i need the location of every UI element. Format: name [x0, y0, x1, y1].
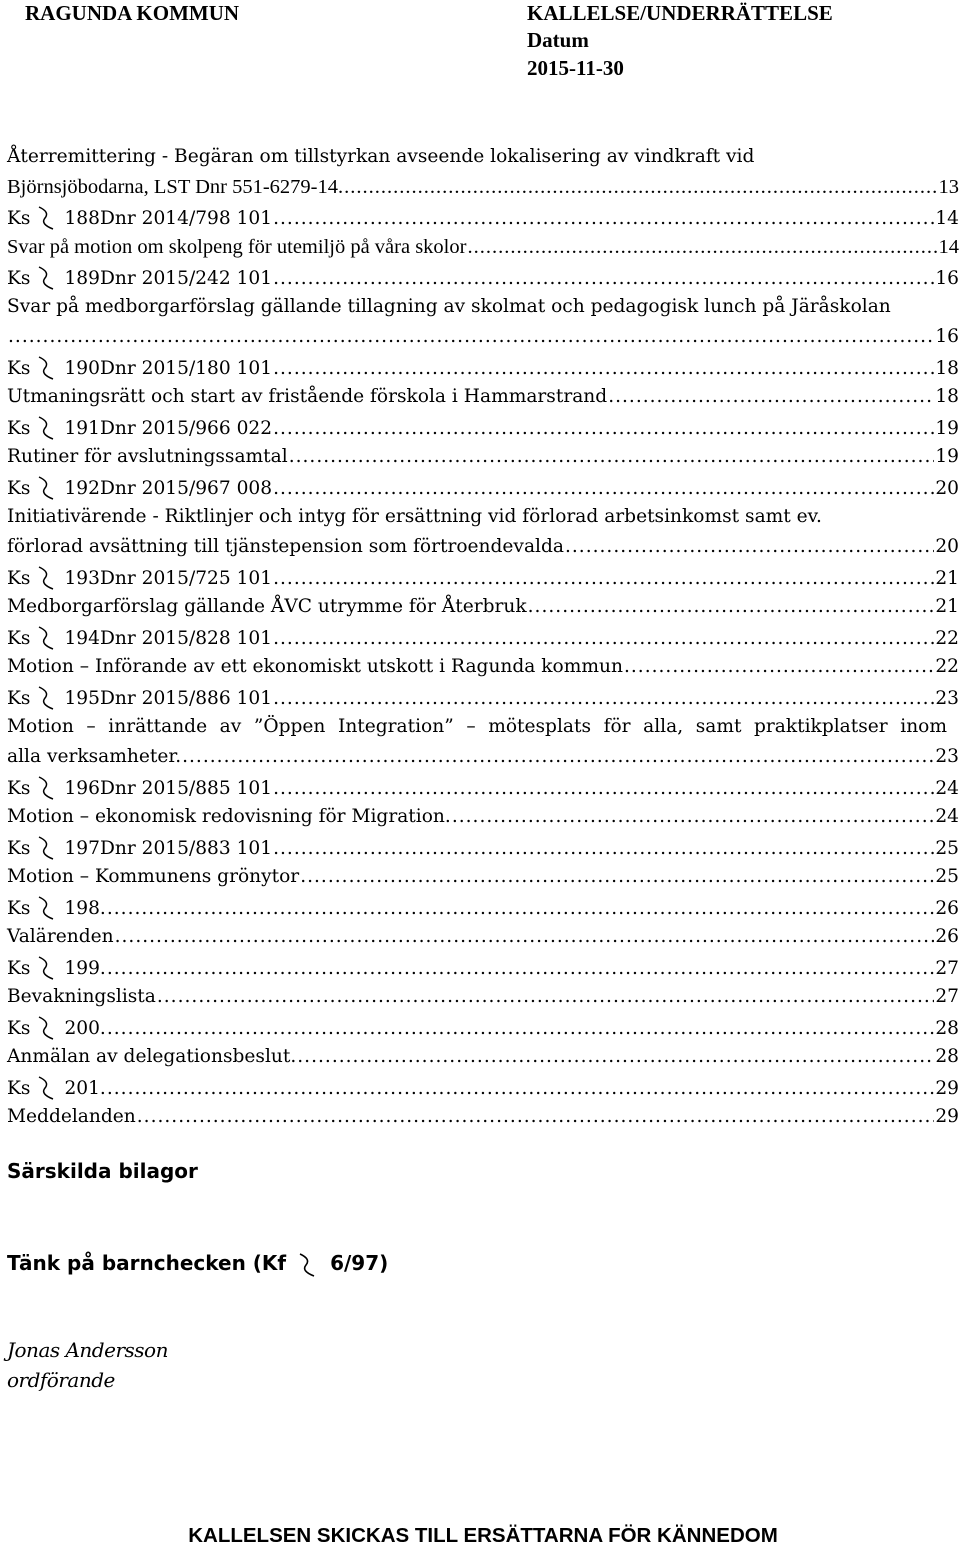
page-number: 24: [935, 778, 959, 799]
toc-row: [7, 892, 959, 922]
signatory-role: ordförande: [7, 1368, 115, 1392]
dot-leader: [273, 474, 934, 504]
toc-row: [7, 652, 959, 682]
paragraph-symbol-icon: [38, 776, 54, 798]
dot-leader: [273, 834, 934, 864]
dot-leader: [297, 1042, 934, 1072]
dot-leader: [467, 232, 937, 262]
toc-entry-word: för: [603, 716, 631, 737]
paragraph-symbol-icon: [38, 356, 54, 378]
page-number: 16: [935, 268, 959, 289]
page-number: 14: [935, 208, 959, 229]
toc-entry-word: inrättande: [108, 716, 208, 737]
toc-entry-word: alla,: [643, 716, 684, 737]
dot-leader: [624, 652, 934, 682]
toc-row: [7, 1042, 959, 1072]
paragraph-symbol-icon: [38, 956, 54, 978]
paragraph-symbol-icon: [38, 626, 54, 648]
dot-leader: [8, 322, 934, 352]
toc-row: [7, 1012, 959, 1042]
toc-row: [7, 562, 959, 592]
toc-row: [7, 922, 959, 952]
page-number: 27: [935, 986, 959, 1007]
dot-leader: [157, 982, 934, 1012]
toc-row: [7, 412, 959, 442]
toc-row: [7, 202, 959, 232]
dot-leader: [565, 532, 934, 562]
toc-entry-title: Motion – Kommunens grönytor: [7, 866, 300, 887]
ks-number: 189: [64, 268, 100, 289]
page-number: 20: [935, 478, 959, 499]
page-number: 20: [935, 536, 959, 557]
toc-entry-title: Motion – ekonomisk redovisning för Migration.: [7, 806, 451, 827]
toc-row: [7, 592, 959, 622]
dnr-reference: Dnr 2015/886 101: [99, 688, 273, 709]
toc-row: [7, 682, 959, 712]
dot-leader: [273, 684, 934, 714]
dot-leader: [344, 172, 937, 202]
ks-number: 191: [64, 418, 100, 439]
page-number: 14: [938, 236, 959, 258]
dot-leader: [107, 1074, 934, 1104]
toc-row: [7, 292, 959, 322]
toc-entry-word: –: [86, 716, 96, 737]
toc-entry-title: Svar på motion om skolpeng för utemiljö på våra skolor: [7, 236, 467, 258]
paragraph-symbol-icon: [38, 476, 54, 498]
ks-label: Ks: [7, 958, 31, 979]
dot-leader: [273, 354, 934, 384]
toc-entry-title: Björnsjöbodarna, LST Dnr 551-6279-14.: [7, 176, 344, 198]
toc-row: [7, 232, 959, 262]
page-number: 23: [935, 688, 959, 709]
toc-entry-title: Utmaningsrätt och start av fristående förskola i Hammarstrand: [7, 386, 608, 407]
page-number: 26: [935, 926, 959, 947]
toc-entry-title: Medborgarförslag gällande ÅVC utrymme för Återbruk: [7, 596, 527, 617]
page-number: 29: [935, 1078, 959, 1099]
ks-number: 197: [64, 838, 100, 859]
page-number: 25: [935, 866, 959, 887]
dnr-reference: Dnr 2015/885 101: [99, 778, 273, 799]
toc-entry-word: inom: [900, 716, 947, 737]
toc-entry-word: mötesplats: [488, 716, 591, 737]
paragraph-symbol-icon: [38, 836, 54, 858]
toc-entry-word: –: [466, 716, 476, 737]
dot-leader: [528, 592, 935, 622]
dot-leader: [107, 894, 934, 924]
page-number: 23: [935, 746, 959, 767]
ks-number: 196: [64, 778, 100, 799]
ks-label: Ks: [7, 898, 31, 919]
toc-entry-title: Bevakningslista: [7, 986, 156, 1007]
toc-entry-word: ”Öppen: [253, 716, 326, 737]
dot-leader: [273, 564, 934, 594]
toc-entry-word: Integration”: [337, 716, 454, 737]
dnr-reference: Dnr 2015/883 101: [99, 838, 273, 859]
ks-number: 199.: [64, 958, 106, 979]
dnr-reference: Dnr 2015/967 008: [99, 478, 273, 499]
ks-label: Ks: [7, 688, 31, 709]
toc-entry-word: samt: [695, 716, 742, 737]
paragraph-symbol-icon: [38, 1016, 54, 1038]
dnr-reference: Dnr 2015/180 101: [99, 358, 273, 379]
dnr-reference: Dnr 2015/828 101: [99, 628, 273, 649]
page-number: 28: [935, 1018, 959, 1039]
page-number: 28: [935, 1046, 959, 1067]
toc-row: [7, 352, 959, 382]
ks-number: 190: [64, 358, 100, 379]
barncheck-text: Tänk på barnchecken (Kf: [7, 1251, 287, 1275]
date-label: Datum: [527, 28, 589, 52]
ks-number: 201.: [64, 1078, 106, 1099]
ks-label: Ks: [7, 1018, 31, 1039]
toc-entry-title: Motion – Införande av ett ekonomiskt utskott i Ragunda kommun: [7, 656, 623, 677]
toc-row: [7, 502, 959, 532]
page-number: 26: [935, 898, 959, 919]
toc-row: [7, 532, 959, 562]
ks-label: Ks: [7, 838, 31, 859]
page-number: 18: [935, 386, 959, 407]
paragraph-symbol-icon: [38, 1076, 54, 1098]
toc-row: [7, 442, 959, 472]
paragraph-symbol-icon: [299, 1253, 315, 1275]
ks-number: 193: [64, 568, 100, 589]
page-number: 19: [935, 446, 959, 467]
toc-entry-title: alla verksamheter.: [7, 746, 182, 767]
dot-leader: [182, 742, 934, 772]
ks-number: 192: [64, 478, 100, 499]
toc-row: [7, 1102, 959, 1132]
dnr-reference: Dnr 2014/798 101: [99, 208, 273, 229]
date-value: 2015-11-30: [527, 56, 624, 80]
paragraph-symbol-icon: [38, 206, 54, 228]
toc-row: [7, 262, 959, 292]
dot-leader: [107, 954, 934, 984]
toc-entry-title: Initiativärende - Riktlinjer och intyg för ersättning vid förlorad arbetsinkomst samt ev.: [7, 506, 822, 527]
dot-leader: [289, 442, 935, 472]
toc-row: [7, 982, 959, 1012]
toc-entry-word: Motion: [7, 716, 74, 737]
dot-leader: [452, 802, 935, 832]
page-number: 22: [935, 656, 959, 677]
dot-leader: [300, 862, 934, 892]
toc-row: [7, 472, 959, 502]
table-of-contents: [7, 142, 959, 1132]
paragraph-symbol-icon: [38, 686, 54, 708]
ks-number: 195: [64, 688, 100, 709]
page-number: 18: [935, 358, 959, 379]
ks-label: Ks: [7, 268, 31, 289]
toc-row: [7, 862, 959, 892]
toc-row: [7, 322, 959, 352]
toc-row: [7, 952, 959, 982]
section-heading-bilagor: Särskilda bilagor: [7, 1159, 198, 1183]
toc-row: [7, 172, 959, 202]
dnr-reference: Dnr 2015/725 101: [99, 568, 273, 589]
ks-number: 188: [64, 208, 100, 229]
toc-row: [7, 832, 959, 862]
toc-row: [7, 712, 947, 742]
toc-entry-word: praktikplatser: [754, 716, 888, 737]
page-number: 13: [938, 176, 959, 198]
dot-leader: [107, 1014, 934, 1044]
toc-row: [7, 382, 959, 412]
page-number: 27: [935, 958, 959, 979]
dot-leader: [273, 774, 934, 804]
page-number: 25: [935, 838, 959, 859]
paragraph-symbol-icon: [38, 266, 54, 288]
dot-leader: [273, 624, 934, 654]
dot-leader: [273, 204, 934, 234]
toc-row: [7, 142, 959, 172]
ks-label: Ks: [7, 478, 31, 499]
barncheck-ref: 6/97): [330, 1251, 389, 1275]
toc-entry-title: Rutiner för avslutningssamtal: [7, 446, 288, 467]
toc-entry-word: av: [219, 716, 242, 737]
toc-entry-title: Meddelanden: [7, 1106, 136, 1127]
dnr-reference: Dnr 2015/242 101: [99, 268, 273, 289]
footer-notice: KALLELSEN SKICKAS TILL ERSÄTTARNA FÖR KÄNNEDOM: [188, 1524, 778, 1547]
organization-name: RAGUNDA KOMMUN: [25, 1, 240, 25]
dot-leader: [273, 264, 934, 294]
dot-leader: [137, 1102, 935, 1132]
ks-label: Ks: [7, 358, 31, 379]
toc-entry-title: Valärenden: [7, 926, 114, 947]
ks-number: 200.: [64, 1018, 106, 1039]
toc-entry-title: Återremittering - Begäran om tillstyrkan avseende lokalisering av vindkraft vid: [7, 146, 755, 167]
dot-leader: [273, 414, 934, 444]
section-heading-barncheck: [7, 1248, 388, 1275]
dnr-reference: Dnr 2015/966 022: [99, 418, 273, 439]
toc-entry-title: Svar på medborgarförslag gällande tillagning av skolmat och pedagogisk lunch på Järåskolan: [7, 296, 891, 317]
document-type: KALLELSE/UNDERRÄTTELSE: [527, 1, 833, 25]
ks-label: Ks: [7, 208, 31, 229]
paragraph-symbol-icon: [38, 896, 54, 918]
ks-number: 194: [64, 628, 100, 649]
ks-label: Ks: [7, 1078, 31, 1099]
signatory-name: Jonas Andersson: [7, 1338, 168, 1362]
toc-entry-title: förlorad avsättning till tjänstepension som förtroendevalda: [7, 536, 564, 557]
toc-row: [7, 742, 959, 772]
page-number: 21: [935, 568, 959, 589]
ks-label: Ks: [7, 628, 31, 649]
ks-label: Ks: [7, 568, 31, 589]
toc-row: [7, 802, 959, 832]
page-number: 29: [935, 1106, 959, 1127]
toc-row: [7, 1072, 959, 1102]
page-number: 22: [935, 628, 959, 649]
page-number: 24: [935, 806, 959, 827]
page-number: 19: [935, 418, 959, 439]
ks-label: Ks: [7, 418, 31, 439]
toc-row: [7, 622, 959, 652]
toc-entry-title: Anmälan av delegationsbeslut.: [7, 1046, 297, 1067]
dot-leader: [115, 922, 935, 952]
page-number: 21: [935, 596, 959, 617]
ks-label: Ks: [7, 778, 31, 799]
ks-number: 198.: [64, 898, 106, 919]
page-number: 16: [935, 326, 959, 347]
paragraph-symbol-icon: [38, 566, 54, 588]
paragraph-symbol-icon: [38, 416, 54, 438]
toc-row: [7, 772, 959, 802]
dot-leader: [608, 382, 934, 412]
